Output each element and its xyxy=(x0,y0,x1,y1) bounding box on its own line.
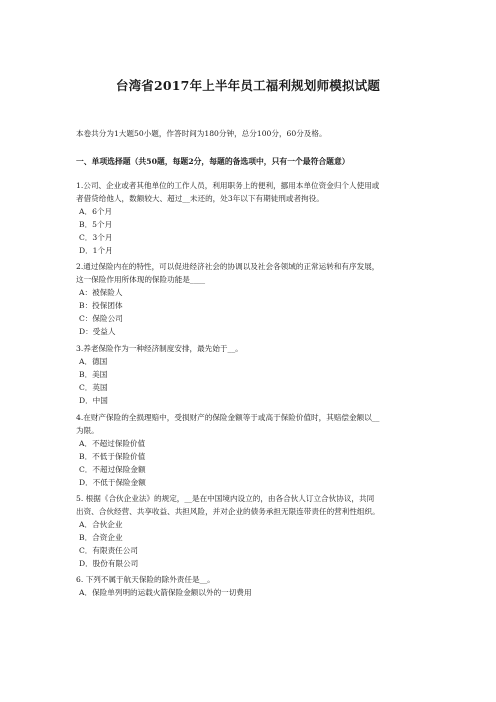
option-b: B．5个月 xyxy=(79,220,113,229)
exam-intro: 本卷共分为1大题50小题，作答时间为180分钟，总分100分，60分及格。 xyxy=(76,129,327,138)
question-2 xyxy=(76,260,426,338)
option-b: B：投保团体 xyxy=(79,301,123,310)
option-c: C．不超过保险金额 xyxy=(79,465,146,474)
option-a: A．6个月 xyxy=(79,207,113,216)
option-d: D．中国 xyxy=(79,396,108,405)
option-b: B．不低于保险价值 xyxy=(79,452,146,461)
option-a: A．合伙企业 xyxy=(79,520,123,529)
option-d: D：受益人 xyxy=(79,327,116,336)
section-heading: 一、单项选择题（共50题，每题2分，每题的备选项中，只有一个最符合题意） xyxy=(76,157,350,166)
option-a: A．不超过保险价值 xyxy=(79,439,146,448)
option-c: C．有限责任公司 xyxy=(79,546,138,555)
option-a: A：被保险人 xyxy=(79,288,123,297)
option-d: D．股份有限公司 xyxy=(79,559,139,568)
question-stem-line: 为限。 xyxy=(76,426,99,435)
option-d: D．1个月 xyxy=(79,246,113,255)
option-a: A．德国 xyxy=(79,357,108,366)
question-5 xyxy=(76,492,426,570)
question-stem-line: 3.养老保险作为一种经济制度安排，最先始于__。 xyxy=(76,344,243,353)
option-c: C．3个月 xyxy=(79,233,113,242)
question-4 xyxy=(76,411,426,489)
question-stem-line: 4.在财产保险的全损理赔中，受损财产的保险金额等于或高于保险价值时，其赔偿金额以__ xyxy=(76,413,380,422)
option-c: C：保险公司 xyxy=(79,314,123,323)
question-stem-line: 这一保险作用所体现的保险功能是____ xyxy=(76,275,206,284)
question-6 xyxy=(76,573,426,599)
question-stem-line: 6. 下列不属于航天保险的除外责任是__。 xyxy=(76,575,215,584)
option-c: C．英国 xyxy=(79,383,108,392)
document-title: 台湾省2017年上半年员工福利规划师模拟试题 xyxy=(115,78,381,93)
question-stem-line: 5. 根据《合伙企业法》的规定，__是在中国境内设立的，由各合伙人订立合伙协议，共同 xyxy=(76,494,375,503)
question-stem-line: 出资、合伙经营、共享收益、共担风险，并对企业的债务承担无限连带责任的营利性组织。 xyxy=(76,507,380,516)
question-stem-line: 者借贷给他人，数额较大、超过__未还的，处3年以下有期徒刑或者拘役。 xyxy=(76,194,324,203)
question-1 xyxy=(76,179,426,257)
option-d: D．不低于保险金额 xyxy=(79,478,146,487)
question-3 xyxy=(76,342,426,407)
option-a: A．保险单列明的运载火箭保险金额以外的一切费用 xyxy=(79,588,252,597)
option-b: B．合资企业 xyxy=(79,533,123,542)
question-stem-line: 1.公司、企业或者其他单位的工作人员，利用职务上的便利，挪用本单位资金归个人使用或 xyxy=(76,181,380,190)
question-stem-line: 2.通过保险内在的特性，可以促进经济社会的协调以及社会各领域的正常运转和有序发展， xyxy=(76,262,380,271)
option-b: B．美国 xyxy=(79,370,108,379)
